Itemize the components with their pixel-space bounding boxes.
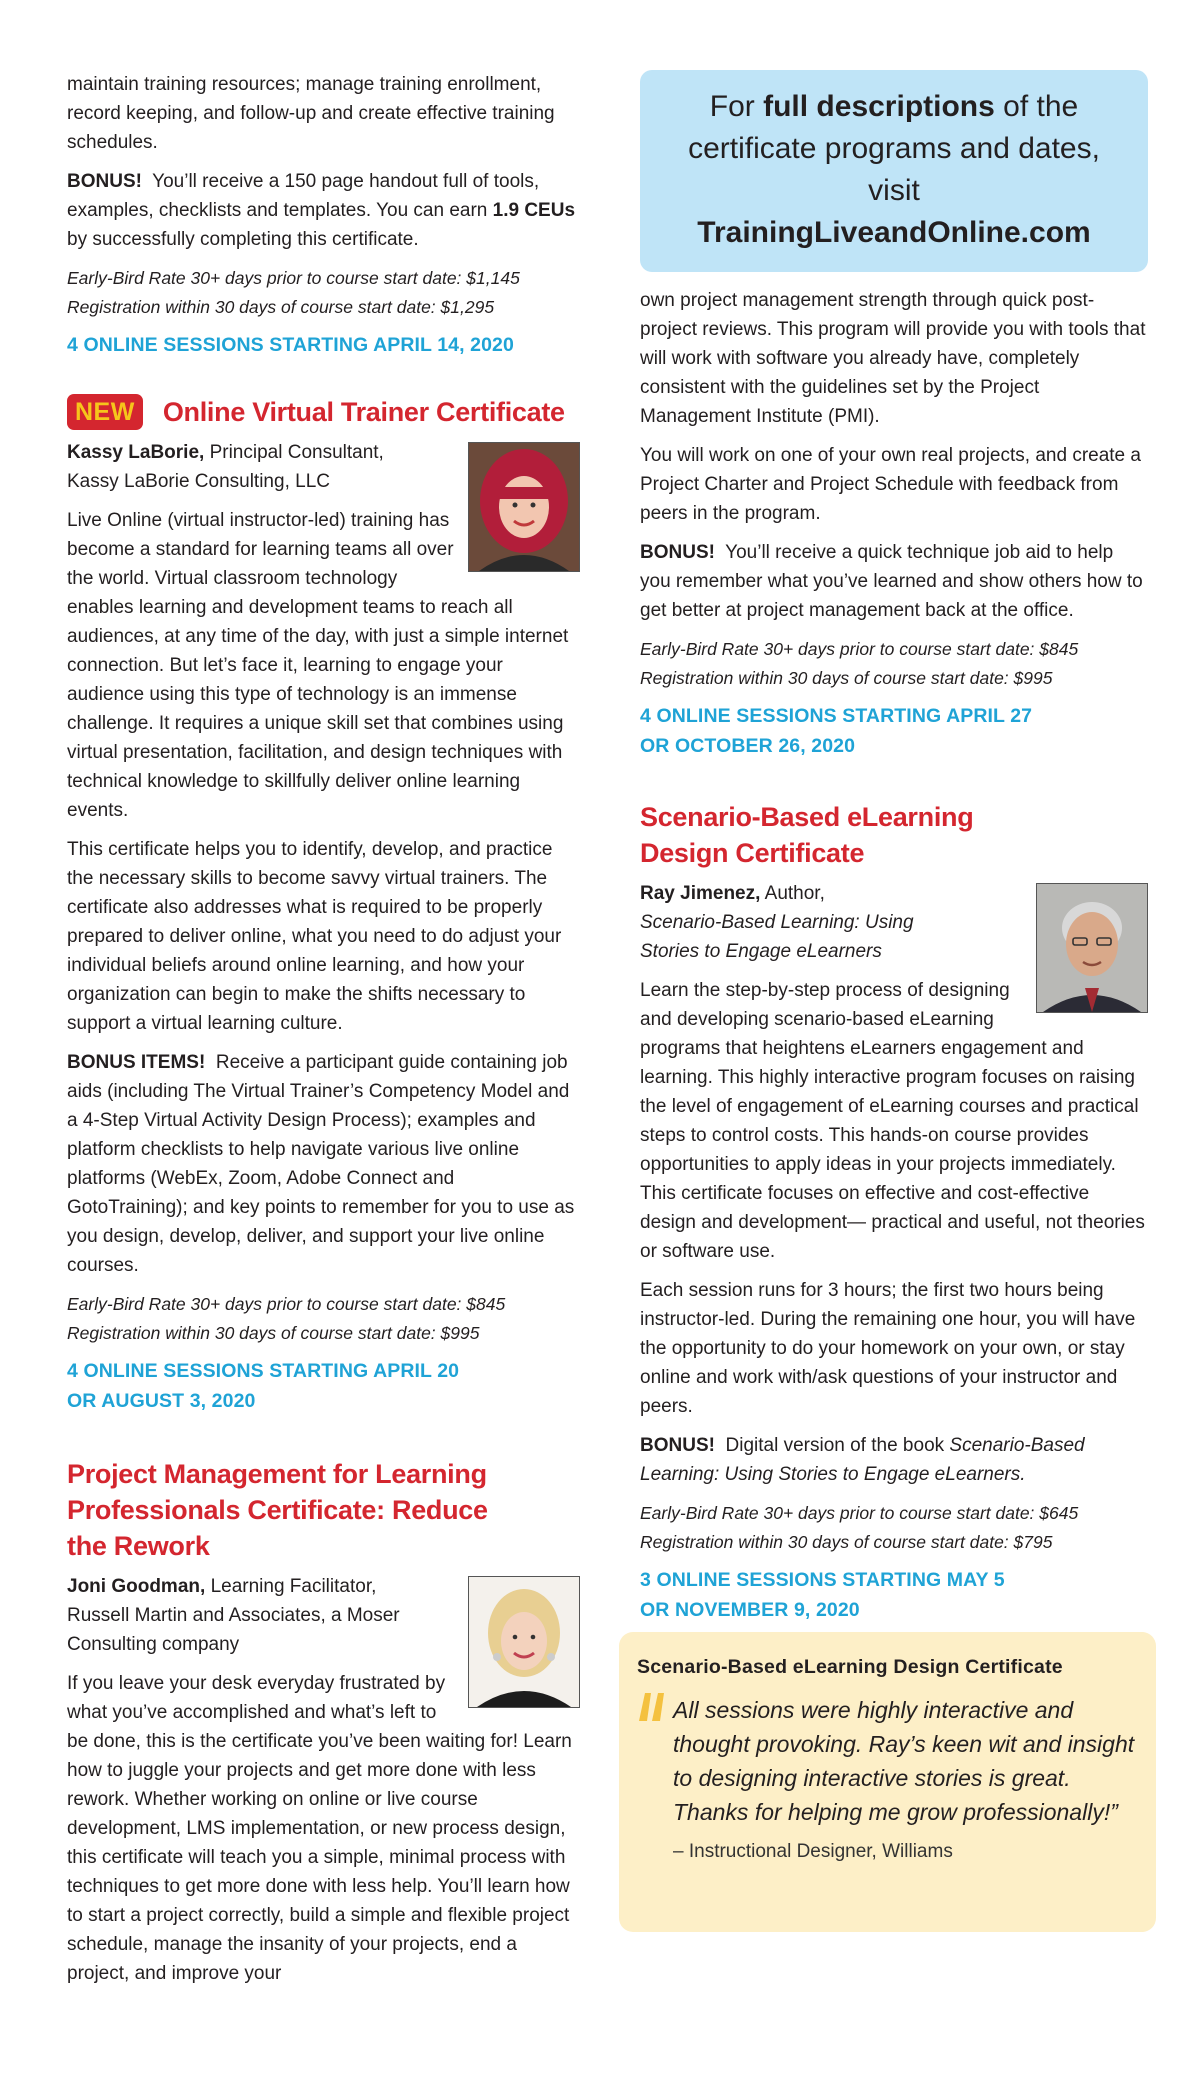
intro-bonus	[67, 167, 580, 254]
testimonial-box	[619, 1632, 1156, 1932]
instructor-photo-ray	[1036, 883, 1148, 1013]
pricing	[67, 264, 580, 322]
early-bird-rate: Early-Bird Rate 30+ days prior to course start date: $645	[640, 1503, 1079, 1523]
description-paragraph: You will work on one of your own real projects, and create a Project Charter and Project Schedule with feedback from peers in the program.	[640, 445, 1141, 524]
session-dates: 4 ONLINE SESSIONS STARTING APRIL 14, 2020	[67, 334, 514, 356]
left-column	[67, 70, 580, 1998]
description-paragraph: If you leave your desk everyday frustrated by what you’ve accomplished and what’s left to be done, this is the certificate you’ve been waiting for! Learn how to juggle your projects and get more done with less rework. Whether working on online or live course development, LMS implementation, or new process design, this certificate will teach you a simple, minimal process with techniques to get more done with less help. You’ll learn how to start a project correctly, build a simple and flexible project schedule, manage the insanity of your projects, end a project, and improve your	[67, 1673, 572, 1984]
website-link[interactable]: TrainingLiveandOnline.com	[697, 216, 1091, 249]
callout-text: For	[709, 90, 755, 123]
instructor-name: Ray Jimenez,	[640, 883, 761, 904]
instructor-book: Scenario-Based Learning: Using Stories to Engage eLearners	[640, 912, 914, 962]
instructor-company: Russell Martin and Associates, a Moser Consulting company	[67, 1605, 400, 1655]
title-line: Scenario-Based eLearning	[640, 802, 974, 832]
early-bird-rate: Early-Bird Rate 30+ days prior to course start date: $1,145	[67, 268, 520, 288]
session-dates	[67, 1356, 580, 1416]
section-title-scenario-based	[640, 799, 1148, 871]
description-paragraph: own project management strength through quick post-project reviews. This program will provide you with tools that will work with software you already have, completely consistent with the guidelines set by the Project Management Institute (PMI).	[640, 290, 1146, 427]
session-line: 4 ONLINE SESSIONS STARTING APRIL 27	[640, 705, 1033, 727]
intro-text: maintain training resources; manage training enrollment, record keeping, and follow-up and create effective training schedules.	[67, 74, 555, 153]
bonus-label: BONUS ITEMS!	[67, 1052, 206, 1073]
section-title: Online Virtual Trainer Certificate	[162, 397, 565, 427]
title-line: Professionals Certificate: Reduce	[67, 1495, 488, 1525]
bonus-book: Scenario-Based Learning: Using Stories to Engage eLearners.	[640, 1435, 1085, 1485]
testimonial-quote	[637, 1693, 1138, 1865]
quote-mark-icon	[637, 1685, 667, 1725]
bonus-label: BONUS!	[640, 542, 715, 563]
instructor-company: Kassy LaBorie Consulting, LLC	[67, 471, 330, 492]
bonus-text: You’ll receive a quick technique job aid to help you remember what you’ve learned and show others how to get better at project management back at the office.	[640, 542, 1143, 621]
instructor-title: Learning Facilitator,	[210, 1576, 377, 1597]
pricing	[67, 1290, 580, 1348]
testimonial-title: Scenario-Based eLearning Design Certificate	[637, 1656, 1063, 1678]
bonus-text: Receive a participant guide containing job aids (including The Virtual Trainer’s Competency Model and a 4-Step Virtual Activity Design Process); examples and platform checklists to help navigate various live online platforms (WebEx, Zoom, Adobe Connect and GotoTraining); and key points to remember for you to use as you design, develop, deliver, and support your live online courses.	[67, 1052, 575, 1276]
bonus-text: Digital version of the book	[725, 1435, 945, 1456]
section-title-project-management	[67, 1456, 580, 1564]
bonus-text: by successfully completing this certificate.	[67, 229, 419, 250]
description-paragraph: Learn the step-by-step process of designing and developing scenario-based eLearning programs that heightens eLearners engagement and learning. This highly interactive program focuses on raising the level of engagement of eLearning courses and practical steps to control costs. This hands-on course provides opportunities to apply ideas in your projects immediately. This certificate focuses on effective and cost-effective design and development— practical and useful, not theories or software use.	[640, 980, 1145, 1262]
session-dates	[640, 701, 1148, 761]
bonus	[640, 538, 1148, 625]
instructor-name: Kassy LaBorie,	[67, 442, 205, 463]
session-line: OR AUGUST 3, 2020	[67, 1390, 256, 1412]
session-line: OR OCTOBER 26, 2020	[640, 735, 856, 757]
title-line: Design Certificate	[640, 838, 865, 868]
section-header-virtual-trainer	[67, 394, 580, 430]
session-dates	[640, 1565, 1148, 1625]
bonus-text: You’ll receive a 150 page handout full of tools, examples, checklists and templates. You can earn	[67, 171, 540, 221]
bonus	[640, 1431, 1148, 1489]
description-paragraph: This certificate helps you to identify, develop, and practice the necessary skills to become savvy virtual trainers. The certificate also addresses what is required to be properly prepared to deliver online, what you need to do adjust your individual beliefs around online learning, and how your organization can begin to make the shifts necessary to support a virtual learning culture.	[67, 839, 562, 1034]
session-line: 3 ONLINE SESSIONS STARTING MAY 5	[640, 1569, 1005, 1591]
session-line: OR NOVEMBER 9, 2020	[640, 1599, 860, 1621]
title-line: Project Management for Learning	[67, 1459, 487, 1489]
regular-rate: Registration within 30 days of course start date: $995	[67, 1323, 480, 1343]
description-paragraph: Live Online (virtual instructor-led) training has become a standard for learning teams all over the world. Virtual classroom technology enables learning and development teams to reach all audiences, at any time of the day, with just a simple internet connection. But let’s face it, learning to engage your audience using this type of technology is an immense challenge. It requires a unique skill set that combines using virtual presentation, facilitation, and design techniques with technical knowledge to skillfully deliver online learning events.	[67, 510, 569, 821]
early-bird-rate: Early-Bird Rate 30+ days prior to course start date: $845	[640, 639, 1079, 659]
instructor-photo-kassy	[468, 442, 580, 572]
bonus-items	[67, 1048, 580, 1280]
pricing	[640, 1499, 1148, 1557]
instructor-name: Joni Goodman,	[67, 1576, 206, 1597]
instructor-photo-joni	[468, 1576, 580, 1708]
regular-rate: Registration within 30 days of course start date: $1,295	[67, 297, 495, 317]
early-bird-rate: Early-Bird Rate 30+ days prior to course start date: $845	[67, 1294, 506, 1314]
quote-attribution: – Instructional Designer, Williams	[673, 1841, 953, 1862]
regular-rate: Registration within 30 days of course start date: $995	[640, 668, 1053, 688]
info-callout	[640, 70, 1148, 272]
ceu-count: 1.9 CEUs	[492, 200, 576, 221]
callout-text: of the certificate programs and dates, visit	[688, 90, 1100, 207]
quote-text: All sessions were highly interactive and thought provoking. Ray’s keen wit and insight to designing interactive stories is great. Thanks for helping me grow professionally!”	[673, 1697, 1135, 1825]
pricing	[640, 635, 1148, 693]
right-column	[640, 70, 1148, 1655]
callout-bold: full descriptions	[763, 90, 995, 123]
description-paragraph: Each session runs for 3 hours; the first two hours being instructor-led. During the remaining one hour, you will have the opportunity to do your homework on your own, or stay online and work with/ask questions of your instructor and peers.	[640, 1280, 1136, 1417]
regular-rate: Registration within 30 days of course start date: $795	[640, 1532, 1053, 1552]
new-badge: NEW	[67, 394, 143, 430]
title-line: the Rework	[67, 1531, 210, 1561]
instructor-title: Author,	[764, 883, 825, 904]
instructor-title: Principal Consultant,	[209, 442, 384, 463]
bonus-label: BONUS!	[640, 1435, 715, 1456]
session-line: 4 ONLINE SESSIONS STARTING APRIL 20	[67, 1360, 460, 1382]
bonus-label: BONUS!	[67, 171, 142, 192]
